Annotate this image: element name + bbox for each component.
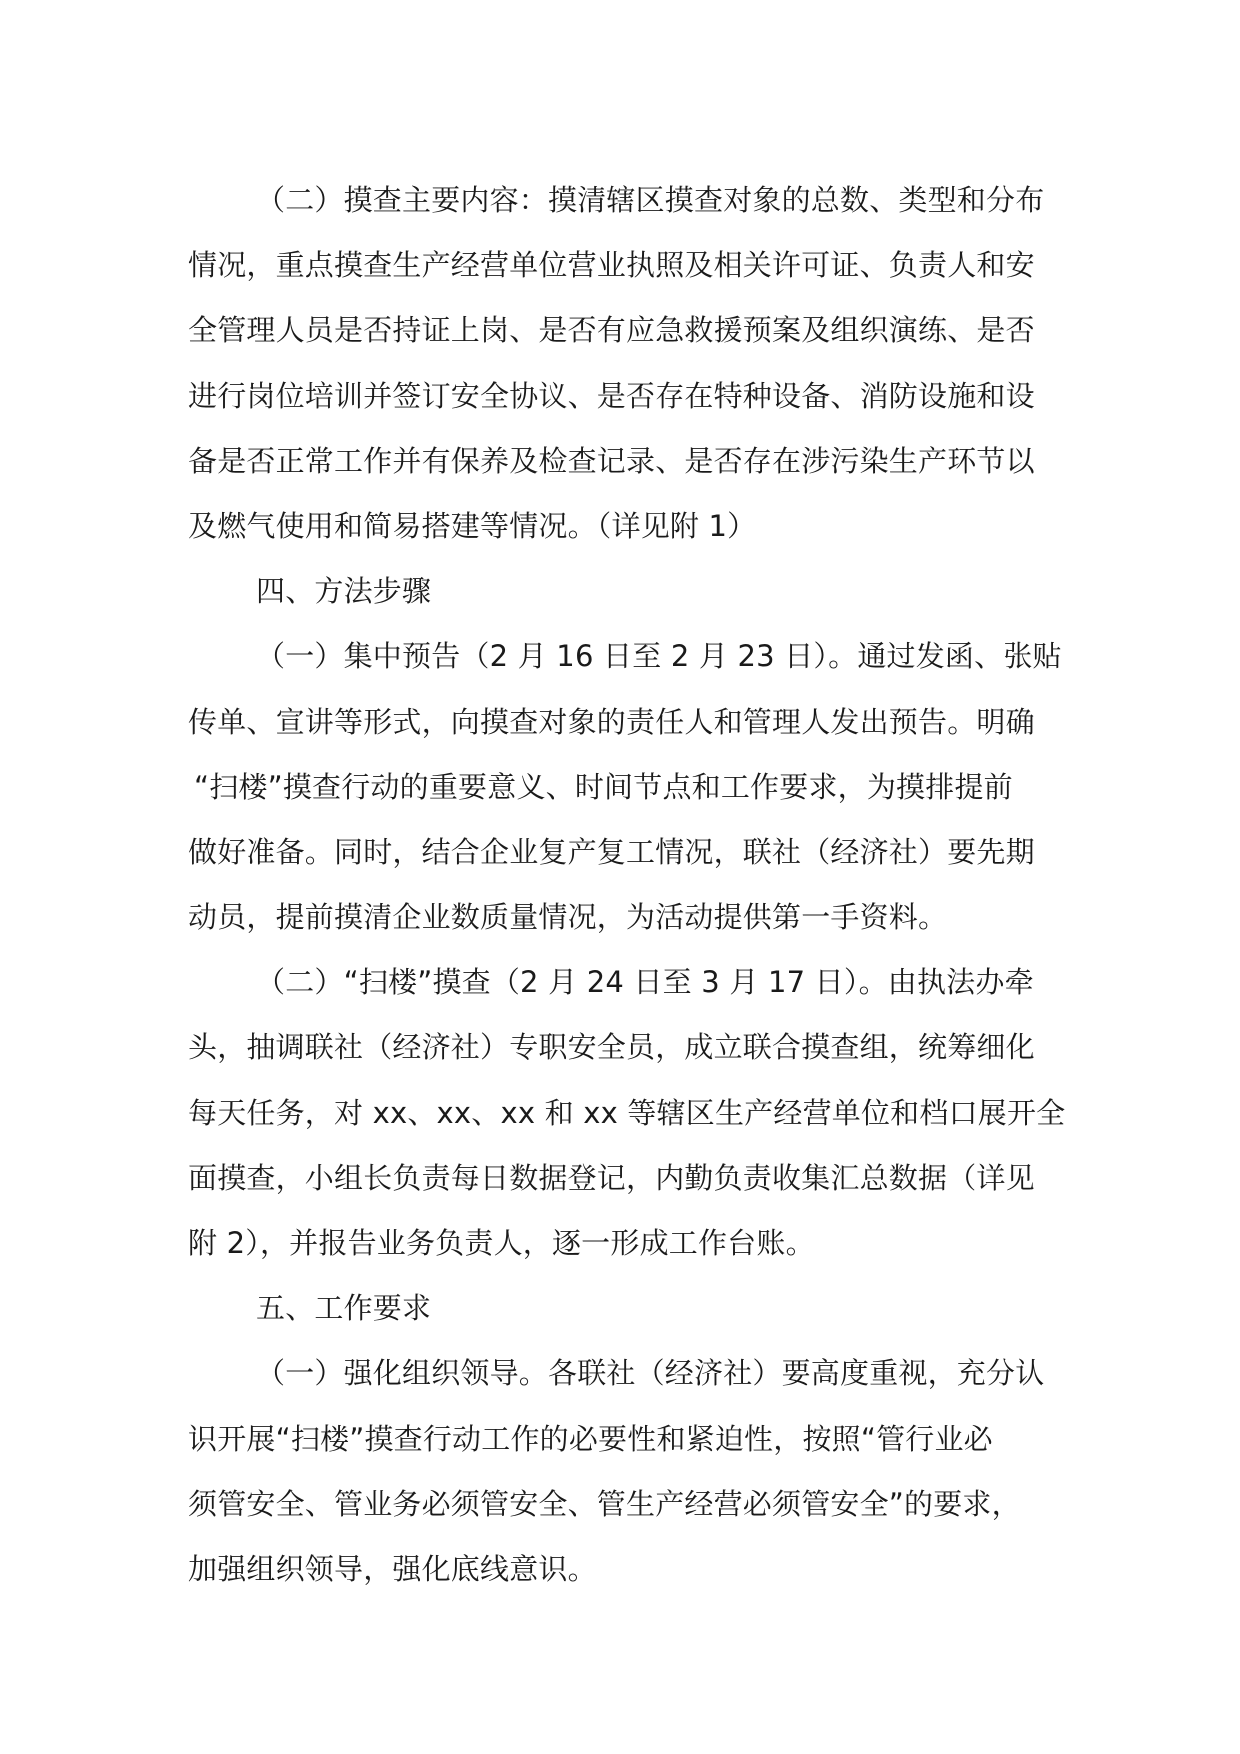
section-heading: 四、方法步骤 [256, 574, 432, 609]
paragraph-line: “扫楼”摸查行动的重要意义、时间节点和工作要求，为摸排提前 [194, 769, 1013, 804]
paragraph-line: 进行岗位培训并签订安全协议、是否存在特种设备、消防设施和设 [188, 378, 1035, 413]
paragraph-line: 面摸查，小组长负责每日数据登记，内勤负责收集汇总数据（详见 [188, 1160, 1035, 1195]
paragraph-line: 备是否正常工作并有保养及检查记录、是否存在涉污染生产环节以 [188, 443, 1035, 478]
paragraph-line: （二）“扫楼”摸查（2 月 24 日至 3 月 17 日）。由执法办牵 [256, 965, 1034, 1000]
paragraph-line: 加强组织领导，强化底线意识。 [188, 1551, 597, 1586]
paragraph-line: （二）摸查主要内容：摸清辖区摸查对象的总数、类型和分布 [256, 183, 1045, 217]
paragraph-line: 识开展“扫楼”摸查行动工作的必要性和紧迫性，按照“管行业必 [188, 1421, 993, 1456]
paragraph-line: 传单、宣讲等形式，向摸查对象的责任人和管理人发出预告。明确 [188, 704, 1035, 739]
paragraph-line: 附 2），并报告业务负责人，逐一形成工作台账。 [188, 1226, 815, 1260]
section-heading: 五、工作要求 [256, 1291, 432, 1326]
paragraph-line: 做好准备。同时，结合企业复产复工情况，联社（经济社）要先期 [188, 834, 1035, 869]
paragraph-line: 情况，重点摸查生产经营单位营业执照及相关许可证、负责人和安 [188, 248, 1035, 283]
paragraph-line: 每天任务，对 xx、xx、xx 和 xx 等辖区生产经营单位和档口展开全 [188, 1095, 1066, 1130]
paragraph-line: 头，抽调联社（经济社）专职安全员，成立联合摸查组，统筹细化 [188, 1030, 1035, 1065]
document-body [188, 168, 1066, 1602]
paragraph-line: 全管理人员是否持证上岗、是否有应急救援预案及组织演练、是否 [188, 313, 1035, 348]
paragraph-line: 须管安全、管业务必须管安全、管生产经营必须管安全”的要求， [188, 1486, 1021, 1521]
paragraph-line: （一）集中预告（2 月 16 日至 2 月 23 日）。通过发函、张贴 [256, 639, 1062, 674]
paragraph-line: 动员，提前摸清企业数质量情况，为活动提供第一手资料。 [188, 900, 948, 935]
paragraph-line: 及燃气使用和简易搭建等情况。（详见附 1） [188, 508, 757, 543]
paragraph-line: （一）强化组织领导。各联社（经济社）要高度重视，充分认 [256, 1356, 1045, 1391]
